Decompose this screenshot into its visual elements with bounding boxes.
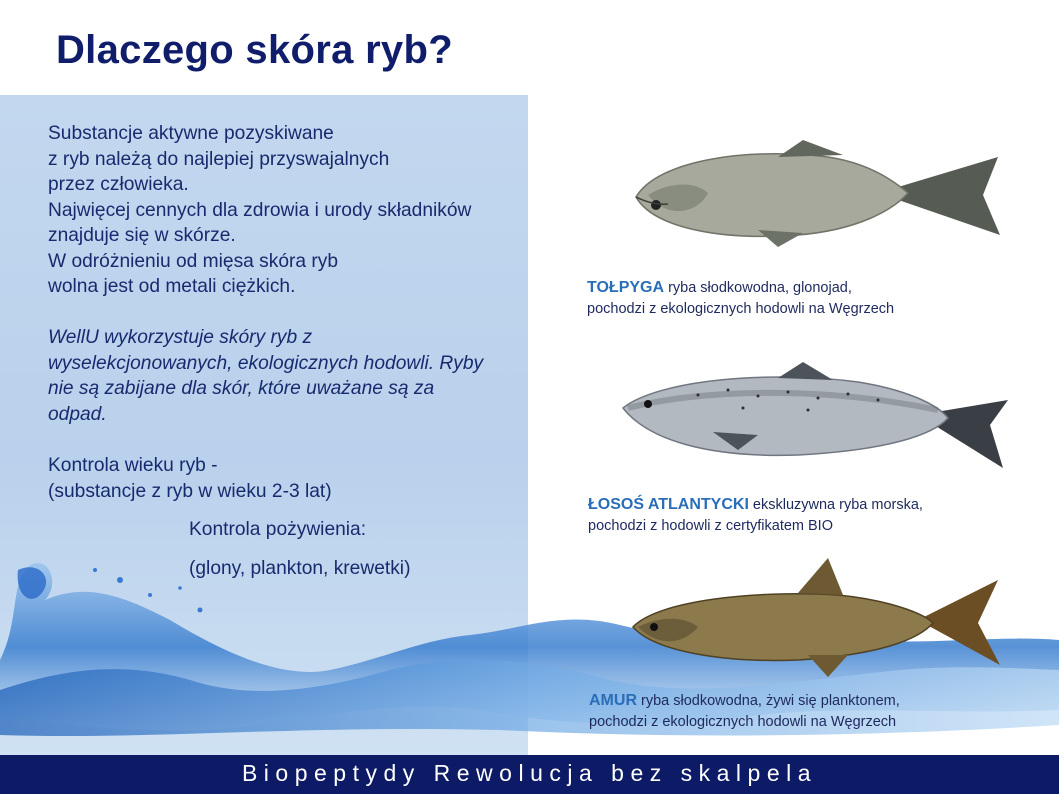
fish-origin: pochodzi z ekologicznych hodowli na Węgrzech xyxy=(589,714,897,730)
intro-line: Substancje aktywne pozyskiwane xyxy=(48,123,334,144)
footer-banner: Biopeptydy Rewolucja bez skalpela xyxy=(0,755,1059,794)
slide-title: Dlaczego skóra ryb? xyxy=(56,28,453,72)
fish-description: ekskluzywna ryba morska, xyxy=(748,497,923,513)
food-items: (glony, plankton, krewetki) xyxy=(189,558,411,579)
intro-line: przez człowieka. xyxy=(48,174,189,195)
fish-origin: pochodzi z hodowli z certyfikatem BIO xyxy=(588,518,833,534)
intro-line: W odróżnieniu od mięsa skóra ryb xyxy=(48,250,339,272)
atlantic-salmon-image xyxy=(618,360,1013,475)
fish-name: TOŁPYGA xyxy=(587,279,665,296)
fish-name: ŁOSOŚ ATLANTYCKI xyxy=(588,496,749,513)
intro-line: znajduje się w skórze. xyxy=(48,225,236,246)
wellu-paragraph xyxy=(48,325,538,427)
wellu-line: WellU wykorzystuje skóry ryb z xyxy=(48,327,313,348)
age-line: (substancje z ryb w wieku 2-3 lat) xyxy=(48,480,332,502)
intro-line: Najwięcej cennych dla zdrowia i urody składników xyxy=(48,199,472,221)
fish-description: ryba słodkowodna, glonojad, xyxy=(664,280,852,296)
intro-paragraph xyxy=(48,121,518,300)
fish-caption-grass-carp xyxy=(589,690,900,733)
grass-carp-image xyxy=(628,555,1003,680)
intro-line: wolna jest od metali ciężkich. xyxy=(48,276,296,297)
age-line: Kontrola wieku ryb - xyxy=(48,455,218,476)
fish-caption-bighead-carp xyxy=(587,277,894,320)
fish-name: AMUR xyxy=(589,692,637,709)
wellu-line: wyselekcjonowanych, ekologicznych hodowli. Ryby xyxy=(48,352,484,374)
bighead-carp-image xyxy=(628,135,1008,250)
intro-line: z ryb należą do najlepiej przyswajalnych xyxy=(48,148,390,170)
fish-description: ryba słodkowodna, żywi się planktonem, xyxy=(637,693,900,709)
age-control-paragraph xyxy=(48,453,518,504)
wellu-line: nie są zabijane dla skór, które uważane są za xyxy=(48,378,435,399)
food-control-heading: Kontrola pożywienia: xyxy=(189,519,367,540)
fish-origin: pochodzi z ekologicznych hodowli na Węgrzech xyxy=(587,301,895,317)
fish-caption-atlantic-salmon xyxy=(588,494,923,537)
wellu-line: odpad. xyxy=(48,403,107,425)
